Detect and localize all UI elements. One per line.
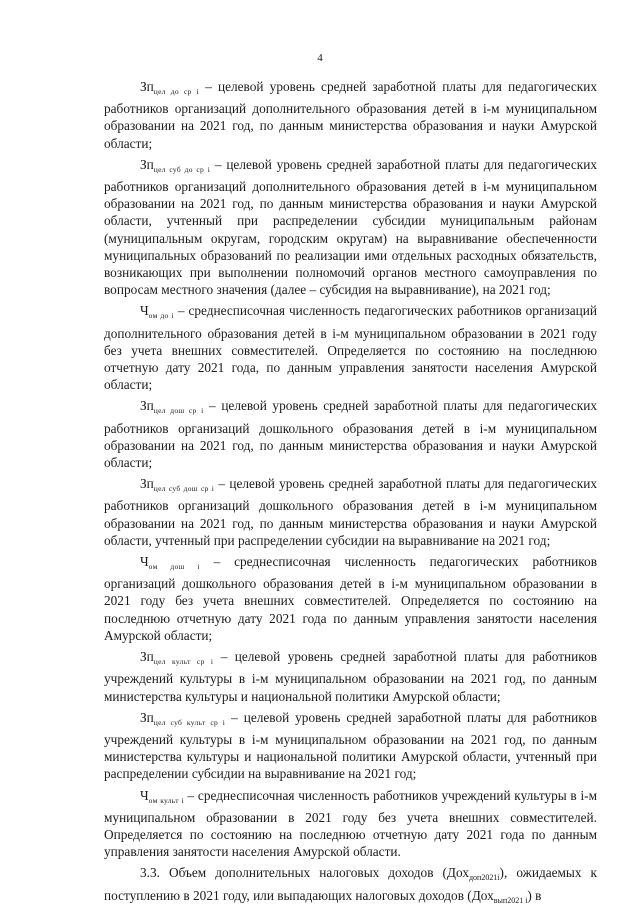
symbol: $Ч_{ом до i}$ (140, 303, 174, 321)
symbol: $Зп_{цел культ ср i}$ (140, 649, 214, 667)
definition-text: – среднесписочная численность педагогических работников организаций дошкольного образования детей в i-м муниципальном образовании в 2021 году без учета внешних совместителей. Определяется по состоянию на последнюю отчетную дату 2021 года по данным управления занятости населения Амурской области; (104, 554, 597, 643)
symbol: $Зп_{цел суб до ср i}$ (140, 156, 211, 174)
definition-text: – целевой уровень средней заработной платы для педагогических работников организаций дошкольного образования детей в i-м муниципальном образовании на 2021 год, по данным министерства образования и науки Амурской области; (104, 398, 597, 471)
symbol: $Зп_{цел суб дош ср i}$ (140, 476, 215, 494)
definition-paragraph (104, 156, 597, 299)
definition-text: – целевой уровень средней заработной платы для педагогических работников организаций дополнительного образования детей в i-м муниципальном образовании на 2021 год, по данным министерства образования и науки Амурской области, учтенный при распределении субсидии муниципальным районам (муниципальным округам, городским округам) на выравнивание обеспеченности муниципальных образований по реализации ими отдельных расходных обязательств, возникающих при выполнении полномочий органов местного самоуправления по вопросам местного значения (далее – субсидия на выравнивание), на 2021 год; (104, 156, 597, 298)
definition-paragraph (104, 553, 597, 644)
section-paragraph (104, 864, 597, 908)
symbol-subscript: цел суб до ср i (153, 164, 211, 174)
symbol: $Зп_{цел суб культ ср i}$ (140, 709, 226, 727)
definition-text: – среднесписочная численность работников учреждений культуры в i-м муниципальном образовании в 2021 году без учета внешних совместителей. Определяется по состоянию на последнюю отчетную дату 2021 года по данным управления занятости населения Амурской области. (104, 787, 597, 860)
definition-text: – среднесписочная численность педагогических работников организаций дополнительного образования детей в i-м муниципальном образовании в 2021 году без учета внешних совместителей. Определяется по состоянию на последнюю отчетную дату 2021 года, по данным управления занятости населения Амурской области; (104, 303, 598, 393)
symbol-subscript: ом дош i (148, 562, 200, 572)
symbol-subscript: цел суб дош ср i (153, 484, 215, 494)
definition-paragraph (104, 397, 597, 471)
symbol: $Ч_{ом дош i}$ (140, 554, 200, 572)
symbol-subscript: цел культ ср i (153, 657, 214, 667)
definition-paragraph (104, 709, 597, 783)
definition-text: – целевой уровень средней заработной платы для педагогических работников организаций дошкольного образования детей в i-м муниципальном образовании на 2021 год, по данным министерства образования и науки Амурской области, учтенный при распределении субсидии на выравнивание на 2021 год; (104, 476, 597, 548)
definition-paragraph (104, 78, 597, 152)
section-text: 3.3. Объем дополнительных налоговых доходов (Дох (140, 865, 469, 881)
page-number: 4 (317, 52, 323, 64)
symbol-subscript: вып2021 i (493, 895, 528, 905)
definition-paragraph (104, 787, 597, 861)
section-text: ) в (527, 887, 542, 903)
symbol-subscript: цел дош ср i (153, 406, 204, 416)
definition-text: – целевой уровень средней заработной платы для педагогических работников организаций дополнительного образования детей в i-м муниципальном образовании на 2021 год, по данным министерства образования и науки Амурской области; (104, 79, 597, 151)
definition-text: – целевой уровень средней заработной платы для работников учреждений культуры в i-м муниципальном образовании на 2021 год, по данным министерства культуры и национальной политики Амурской области; (104, 649, 597, 704)
symbol-subscript: цел до ср i (153, 87, 200, 96)
symbol-subscript: доп2021i (468, 873, 500, 883)
symbol: $Зп_{цел до ср i}$ (140, 79, 200, 96)
symbol: $Зп_{цел дош ср i}$ (140, 398, 204, 416)
definition-paragraph (104, 302, 597, 393)
definition-text: – целевой уровень средней заработной платы для работников учреждений культуры в i-м муниципальном образовании на 2021 год, по данным министерства культуры и национальной политики Амурской области, учтенный при распределении субсидии на выравнивание на 2021 год; (104, 709, 597, 782)
symbol-subscript: цел суб культ ср i (153, 717, 226, 727)
section-text: ), ожидаемых к поступлению в 2021 году, или выпадающих налоговых доходов (Дох (104, 865, 597, 903)
symbol: $Ч_{ом культ i}$ (140, 787, 184, 805)
symbol-subscript: ом культ i (148, 795, 184, 805)
definition-paragraph (104, 648, 597, 705)
symbol-subscript: ом до i (148, 311, 174, 321)
definition-paragraph (104, 475, 597, 549)
document-body (104, 78, 597, 913)
